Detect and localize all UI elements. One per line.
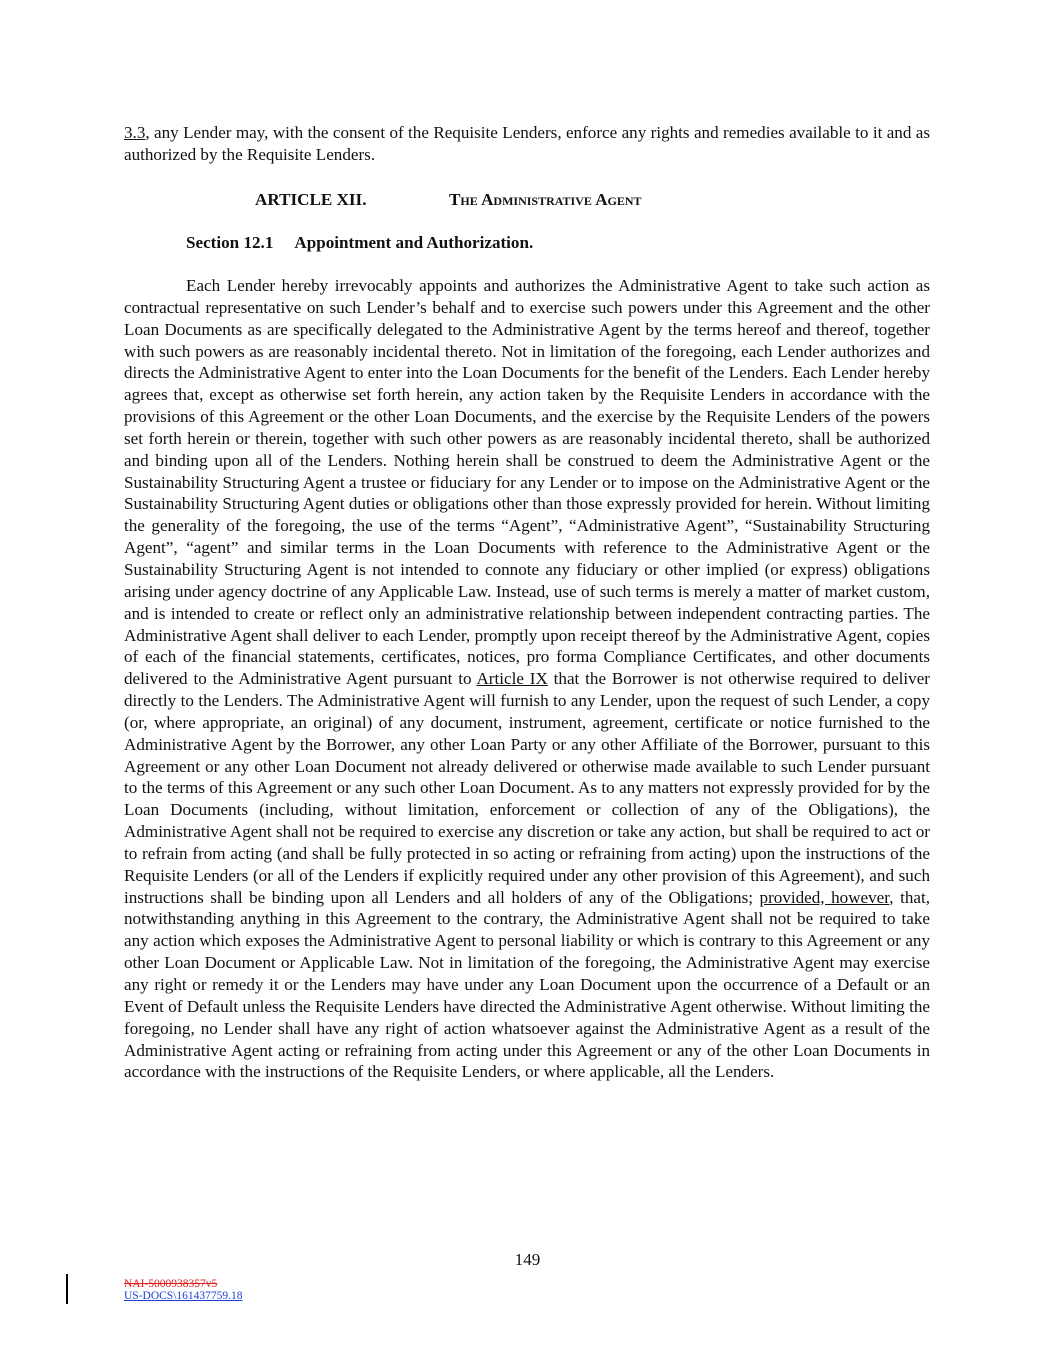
body-text xyxy=(124,275,930,1083)
continuation-paragraph xyxy=(124,122,930,166)
body-paragraph xyxy=(124,275,930,1083)
article-title: The Administrative Agent xyxy=(449,190,642,209)
body-part-1: Each Lender hereby irrevocably appoints and authorizes the Administrative Agent to take such action as contractual representative on such Lender’s behalf and to exercise such powers under this Agreement and the other Loan Documents as are specifically delegated to the Administrative Agent by the terms hereof and thereof, together with such powers as are reasonably incidental thereto. Not in limitation of the foregoing, each Lender authorizes and directs the Administrative Agent to enter into the Loan Documents for the benefit of the Lenders. Each Lender hereby agrees that, except as otherwise set forth herein, any action taken by the Requisite Lenders in accordance with the provisions of this Agreement or the other Loan Documents, and the exercise by the Requisite Lenders of the powers set forth herein or therein, together with such other powers as are reasonably incidental thereto, shall be authorized and binding upon all of the Lenders. Nothing herein shall be construed to deem the Administrative Agent or the Sustainability Structuring Agent a trustee or fiduciary for any Lender or to impose on the Administrative Agent or the Sustainability Structuring Agent duties or obligations other than those expressly provided for herein. Without limiting the generality of the foregoing, the use of the terms “Agent”, “Administrative Agent”, “Sustainability Structuring Agent”, “agent” and similar terms in the Loan Documents with reference to the Administrative Agent or the Sustainability Structuring Agent is not intended to connote any fiduciary or other implied (or express) obligations arising under agency doctrine of any Applicable Law. Instead, use of such terms is merely a matter of market custom, and is intended to create or reflect only an administrative relationship between independent contracting parties. The Administrative Agent shall deliver to each Lender, promptly upon receipt thereof by the Administrative Agent, copies of each of the financial statements, certificates, notices, pro forma Compliance Certificates, and other documents delivered to the Administrative Agent pursuant to xyxy=(124,276,930,689)
body-part-2: that the Borrower is not otherwise required to deliver directly to the Lenders. The Administrative Agent will furnish to any Lender, upon the request of such Lender, a copy (or, where appropriate, an original) of any document, instrument, agreement, certificate or notice furnished to the Administrative Agent by the Borrower, any other Loan Party or any other Affiliate of the Borrower, pursuant to this Agreement or any other Loan Document not already delivered or otherwise made available to such Lender pursuant to the terms of this Agreement or any such other Loan Document. As to any matters not expressly provided for by the Loan Documents (including, without limitation, enforcement or collection of any of the Obligations), the Administrative Agent shall not be required to exercise any discretion or take any action, but shall be required to act or to refrain from acting (and shall be fully protected in so acting or refraining from acting) upon the instructions of the Requisite Lenders (or all of the Lenders if explicitly required under any other provision of this Agreement), and such instructions shall be binding upon all Lenders and all holders of any of the Obligations; xyxy=(124,669,930,907)
section-heading xyxy=(186,232,533,254)
section-title: Appointment and Authorization. xyxy=(294,233,534,252)
body-part-3: , that, notwithstanding anything in this Agreement to the contrary, the Administrative Agent shall not be required to take any action which exposes the Administrative Agent to personal liability or which is contrary to this Agreement or any other Loan Document or Applicable Law. Not in limitation of the foregoing, the Administrative Agent may exercise any right or remedy it or the Lenders may have under any Loan Document upon the occurrence of a Default or an Event of Default unless the Requisite Lenders have directed the Administrative Agent otherwise. Without limiting the foregoing, no Lender shall have any right of action whatsoever against the Administrative Agent as a result of the Administrative Agent acting or refraining from acting under this Agreement or any of the other Loan Documents in accordance with the instructions of the Requisite Lenders, or where applicable, all the Lenders. xyxy=(124,887,931,1082)
page-number: 149 xyxy=(514,1250,541,1269)
deleted-doc-id: NAI-5000938357v5 xyxy=(124,1278,218,1290)
section-number: Section 12.1 xyxy=(186,233,274,252)
continuation-body: , any Lender may, with the consent of the Requisite Lenders, enforce any rights and remedies available to it and as authorized by the Requisite Lenders. xyxy=(124,123,930,164)
article-reference: Article IX xyxy=(476,669,548,689)
article-number: ARTICLE XII. xyxy=(255,190,367,209)
change-bar xyxy=(66,1274,68,1304)
continuation-text xyxy=(124,122,930,166)
proviso-term: provided, however xyxy=(759,887,890,907)
section-reference-link: 3.3 xyxy=(124,123,146,142)
inserted-doc-id: US-DOCS\161437759.18 xyxy=(124,1290,243,1302)
